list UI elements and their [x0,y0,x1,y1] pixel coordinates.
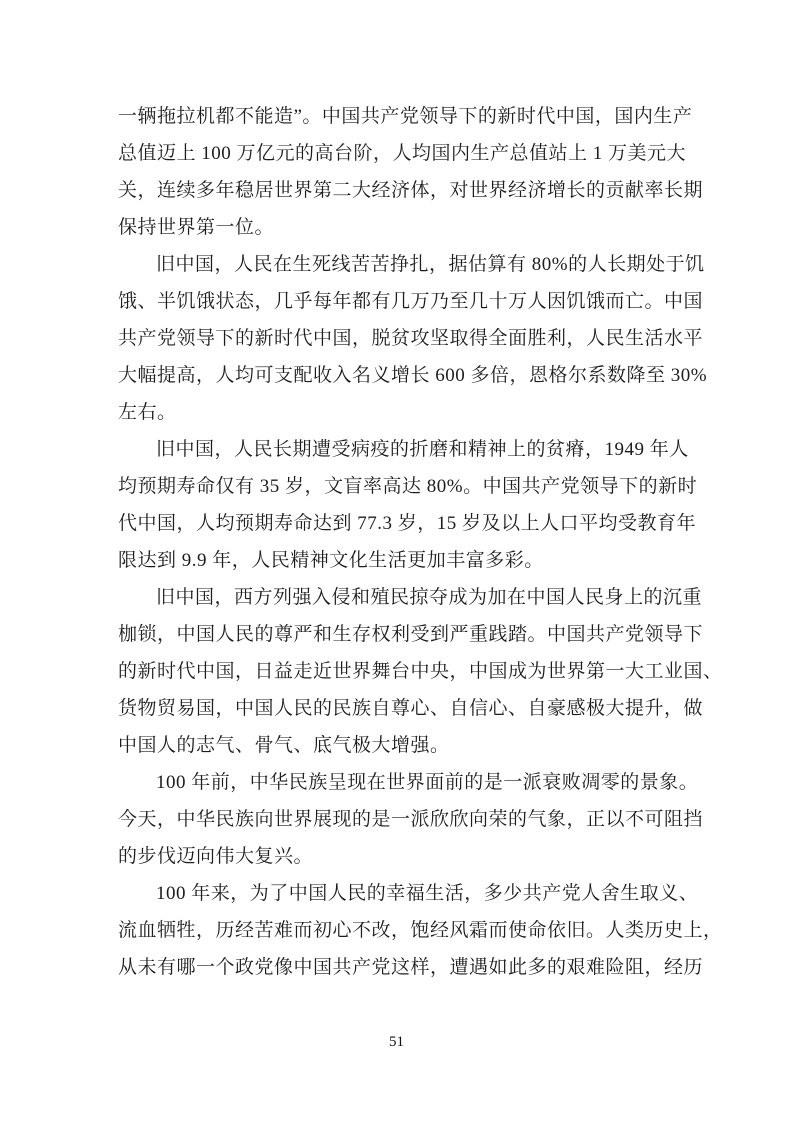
document-body [118,98,723,986]
text-line: 共产党领导下的新时代中国，脱贫攻坚取得全面胜利，人民生活水平 [118,328,704,349]
text-line: 保持世界第一位。 [118,217,275,238]
text-line: 大幅提高，人均可支配收入名义增长 600 多倍，恩格尔系数降至 30% [118,365,708,386]
text-line: 100 年来，为了中国人民的幸福生活，多少共产党人舍生取义、 [156,883,699,904]
text-line: 100 年前，中华民族呈现在世界面前的是一派衰败凋零的景象。 [156,772,699,793]
text-line: 货物贸易国，中国人民的民族自尊心、自信心、自豪感极大提升，做 [118,698,704,719]
text-line: 一辆拖拉机都不能造”。中国共产党领导下的新时代中国，国内生产 [118,106,693,127]
page-number: 51 [389,1034,404,1050]
text-line: 关，连续多年稳居世界第二大经济体，对世界经济增长的贡献率长期 [118,180,704,201]
text-line: 限达到 9.9 年，人民精神文化生活更加丰富多彩。 [118,550,544,571]
text-line: 今天，中华民族向世界展现的是一派欣欣向荣的气象，正以不可阻挡 [118,809,704,830]
text-line: 旧中国，人民在生死线苦苦挣扎，据估算有 80%的人长期处于饥 [156,254,705,275]
text-line: 旧中国，人民长期遭受病疫的折磨和精神上的贫瘠，1949 年人 [156,439,689,460]
text-line: 旧中国，西方列强入侵和殖民掠夺成为加在中国人民身上的沉重 [156,587,703,608]
text-line: 枷锁，中国人民的尊严和生存权利受到严重践踏。中国共产党领导下 [118,624,704,645]
text-line: 流血牺牲，历经苦难而初心不改，饱经风霜而使命依旧。人类历史上， [118,920,723,941]
text-line: 代中国，人均预期寿命达到 77.3 岁，15 岁及以上人口平均受教育年 [118,513,697,534]
text-line: 的步伐迈向伟大复兴。 [118,846,314,867]
text-line: 从未有哪一个政党像中国共产党这样，遭遇如此多的艰难险阻，经历 [118,957,704,978]
text-line: 饿、半饥饿状态，几乎每年都有几万乃至几十万人因饥饿而亡。中国 [118,291,704,312]
text-line: 左右。 [118,402,177,423]
text-line: 均预期寿命仅有 35 岁，文盲率高达 80%。中国共产党领导下的新时 [118,476,698,497]
text-line: 总值迈上 100 万亿元的高台阶，人均国内生产总值站上 1 万美元大 [118,143,687,164]
text-line: 的新时代中国，日益走近世界舞台中央，中国成为世界第一大工业国、 [118,661,723,682]
text-line: 中国人的志气、骨气、底气极大增强。 [118,735,450,756]
